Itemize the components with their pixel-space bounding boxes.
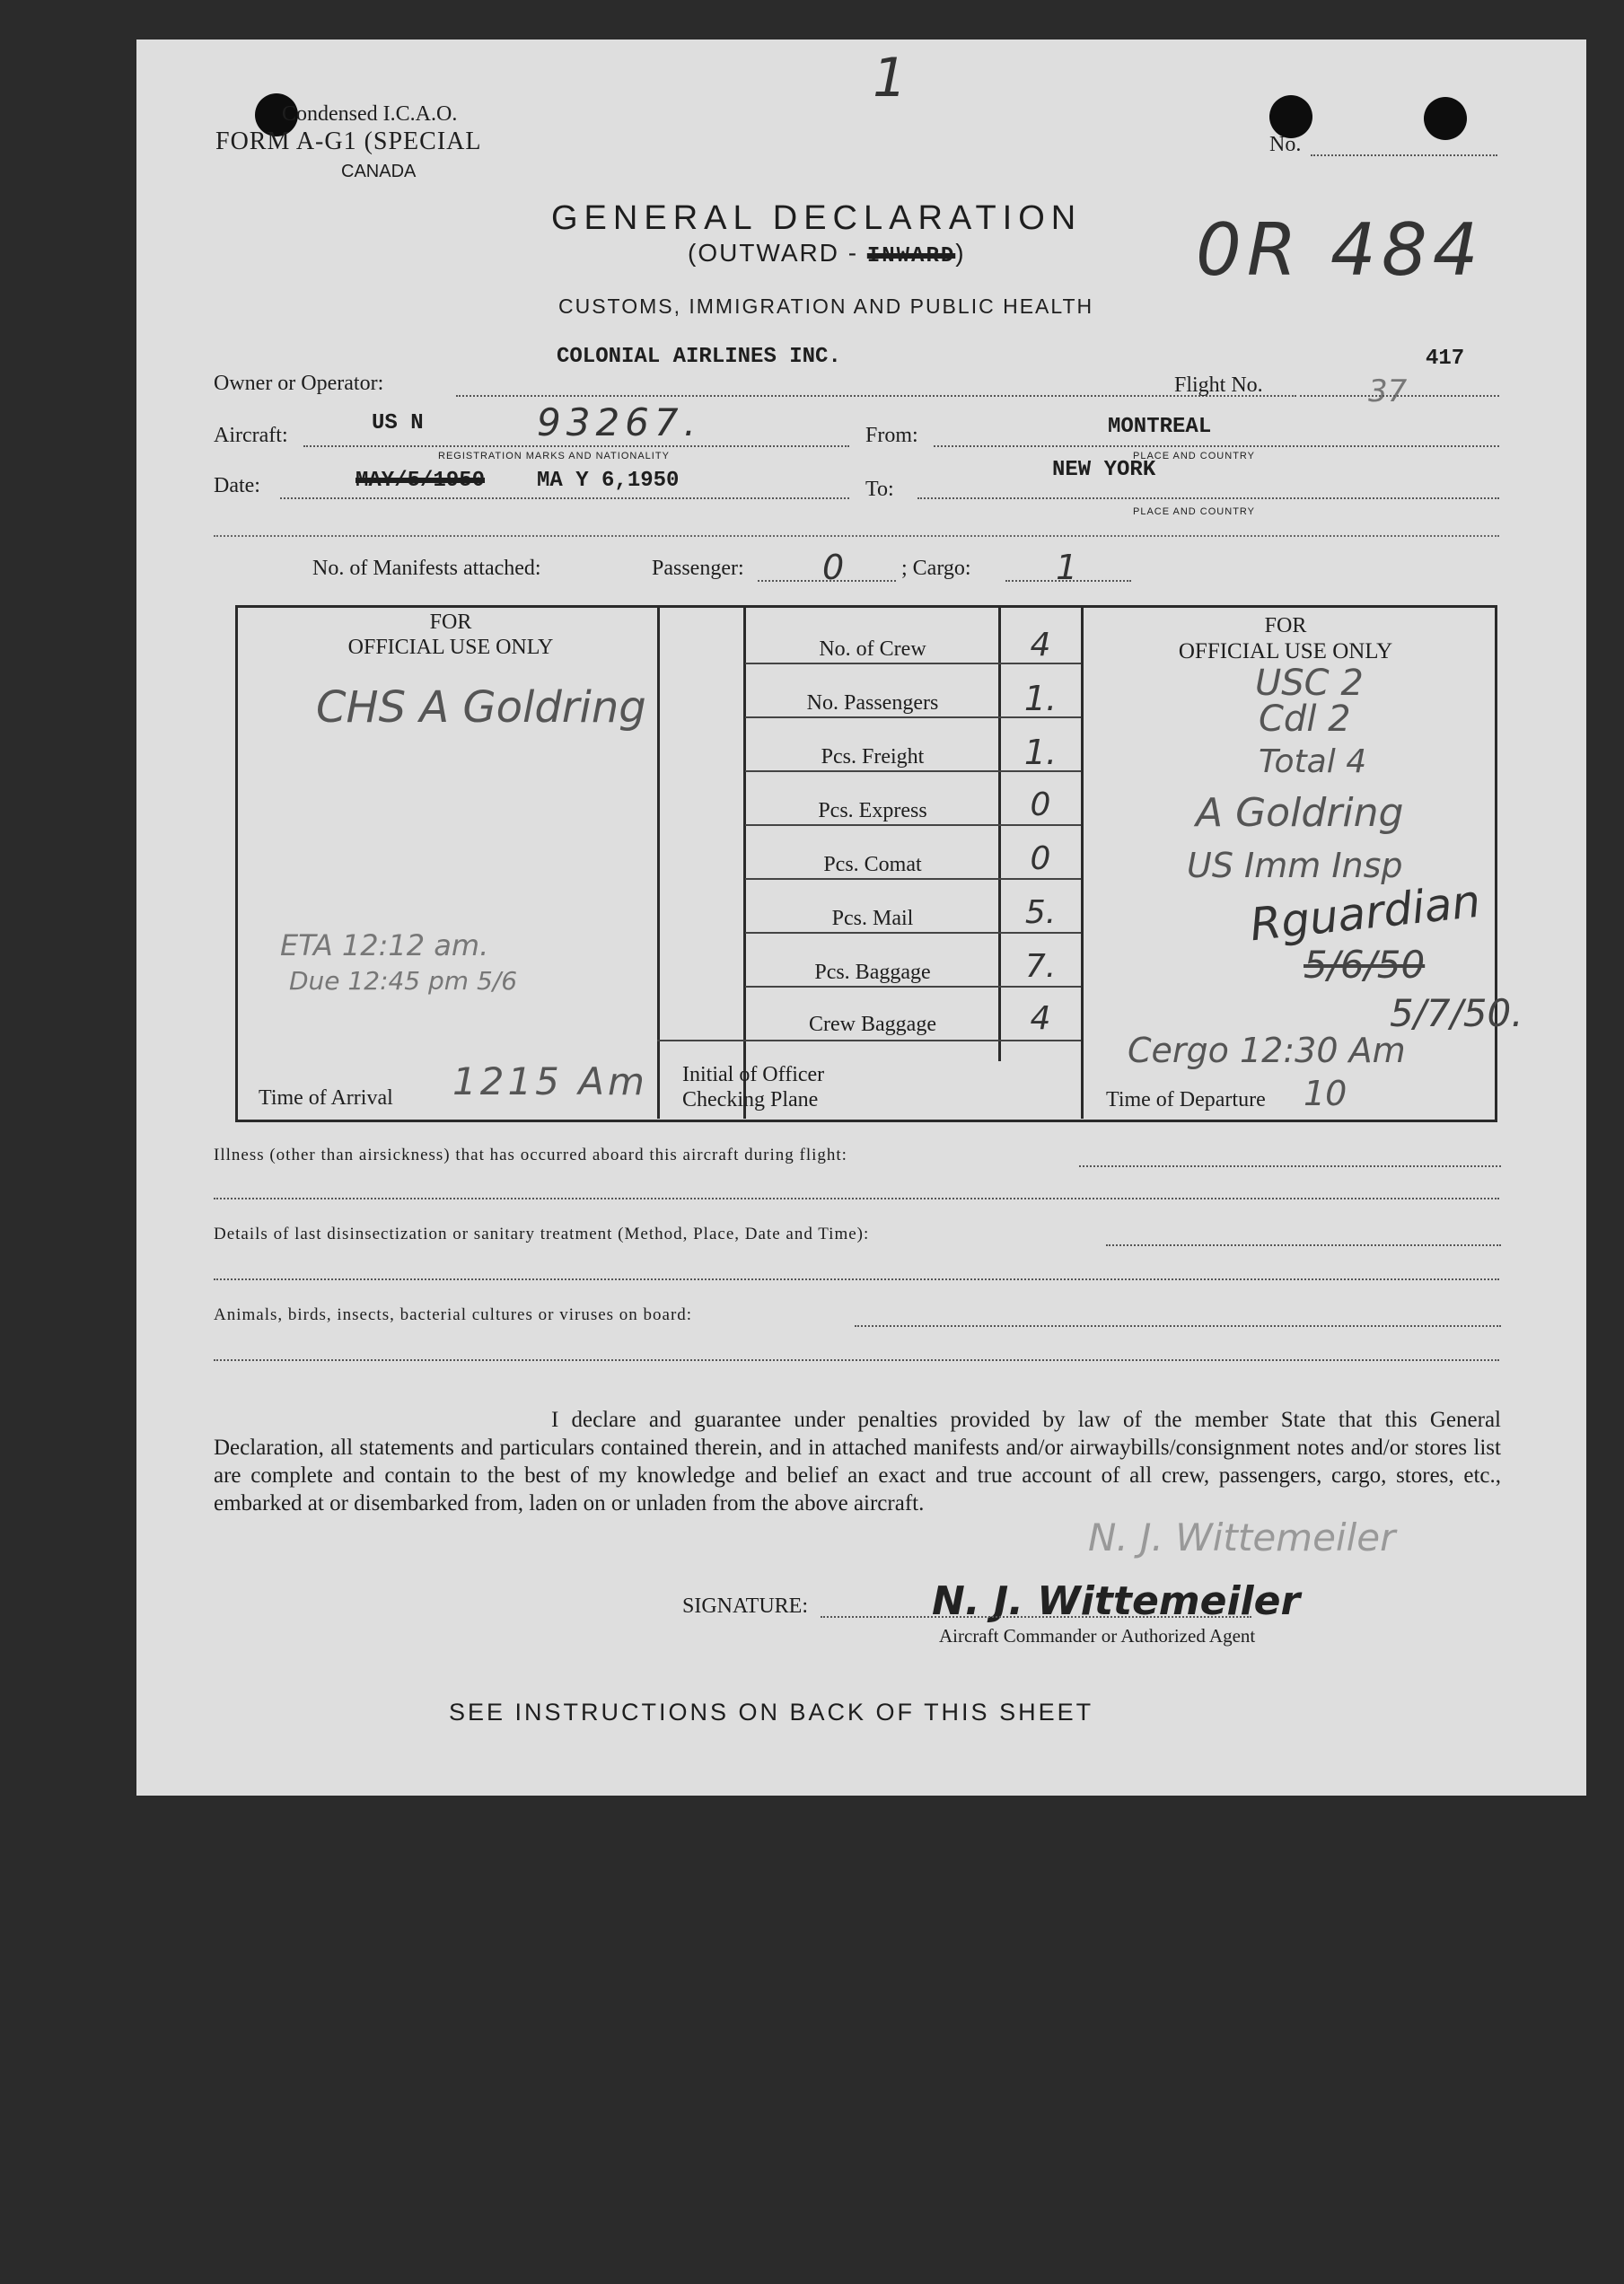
initial-label-2: Checking Plane	[682, 1088, 819, 1111]
punch-hole-right-1	[1269, 95, 1312, 138]
table-rule-7	[745, 986, 1081, 988]
time-of-departure-value: 10	[1304, 1074, 1347, 1113]
faint-signature: N. J. Wittemeiler	[1088, 1515, 1396, 1559]
right-note-us-imm: US Imm Insp	[1187, 846, 1403, 885]
row-value-mail: 5.	[1024, 894, 1057, 931]
table-rule-6	[745, 932, 1081, 934]
aircraft-caption: REGISTRATION MARKS AND NATIONALITY	[438, 451, 670, 461]
illness-label: Illness (other than airsickness) that has occurred aboard this aircraft during flight:	[214, 1146, 847, 1164]
form-header-line3: CANADA	[341, 162, 417, 181]
manifests-cargo-label: ; Cargo:	[901, 557, 971, 580]
from-caption: PLACE AND COUNTRY	[1133, 451, 1255, 461]
form-header-line1: Condensed I.C.A.O.	[282, 102, 458, 126]
flight-handwritten: 37	[1368, 373, 1408, 409]
row-value-baggage: 7.	[1024, 948, 1057, 985]
manifests-cargo-value: 1	[1056, 548, 1078, 587]
row-label-express: Pcs. Express	[818, 799, 927, 822]
subtitle-suffix: )	[955, 239, 966, 267]
illness-line-2	[214, 1198, 1499, 1199]
animals-label: Animals, birds, insects, bacterial cultures or viruses on board:	[214, 1305, 693, 1324]
to-field-line	[917, 497, 1499, 499]
right-header-2: OFFICIAL USE ONLY	[1178, 639, 1393, 663]
declaration-sheet	[136, 40, 1586, 1796]
table-divider-3	[998, 607, 1001, 1061]
time-of-departure-label: Time of Departure	[1106, 1088, 1266, 1111]
footer-instructions: SEE INSTRUCTIONS ON BACK OF THIS SHEET	[449, 1699, 1094, 1726]
right-note-total: Total 4	[1259, 743, 1367, 780]
header-divider	[214, 535, 1499, 537]
aircraft-handwritten: 93267.	[537, 400, 701, 444]
manifests-label: No. of Manifests attached:	[312, 557, 541, 580]
date-struck: MAY/5/1950	[356, 469, 486, 493]
disinsect-label: Details of last disinsectization or sanitary treatment (Method, Place, Date and Time):	[214, 1225, 870, 1243]
table-rule-5	[745, 878, 1081, 880]
table-divider-2	[743, 607, 746, 1119]
table-divider-1	[657, 607, 660, 1119]
disinsect-line-1	[1106, 1244, 1501, 1246]
table-rule-8	[657, 1040, 1081, 1041]
right-note-stamp-signature: Rguardian	[1247, 874, 1483, 952]
from-value: MONTREAL	[1108, 415, 1212, 439]
aircraft-label: Aircraft:	[214, 424, 288, 447]
declaration-text: I declare and guarantee under penalties provided by law of the member State that this General Declaration, all statements and particulars contained therein, and in attached manifests and/or airwaybills/consignment notes and/or stores list are complete and contain to the best of my knowledge and belief an exact and true account of all crew, passengers, cargo, stores, etc., embarked at or disembarked from, laden on or unladen from the above aircraft.	[214, 1408, 1501, 1515]
to-label: To:	[865, 478, 894, 501]
right-note-date-2: 5/7/50.	[1390, 991, 1523, 1035]
right-header-1: FOR	[1264, 614, 1307, 637]
right-note-cergo: Cergo 12:30 Am	[1128, 1031, 1406, 1070]
initial-label-1: Initial of Officer	[682, 1063, 825, 1086]
animals-line-1	[855, 1325, 1501, 1327]
row-label-comat: Pcs. Comat	[823, 853, 922, 876]
time-of-arrival-value: 1215 Am	[452, 1059, 648, 1103]
owner-value: COLONIAL AIRLINES INC.	[557, 345, 841, 369]
manifests-cargo-line	[1005, 580, 1131, 582]
manifests-passenger-label: Passenger:	[652, 557, 744, 580]
row-value-crew-baggage: 4	[1030, 1000, 1051, 1037]
eta-line2: Due 12:45 pm 5/6	[289, 966, 518, 996]
signature-value: N. J. Wittemeiler	[932, 1578, 1301, 1624]
to-value: NEW YORK	[1052, 458, 1156, 482]
aircraft-field-line	[303, 445, 849, 447]
row-value-express: 0	[1030, 786, 1051, 823]
owner-field-line	[456, 395, 1296, 397]
right-note-cdl: Cdl 2	[1259, 698, 1351, 740]
aircraft-typed: US N	[372, 411, 424, 435]
animals-line-2	[214, 1359, 1499, 1361]
no-field-line	[1311, 154, 1497, 156]
disinsect-line-2	[214, 1278, 1499, 1280]
row-label-mail: Pcs. Mail	[831, 907, 914, 930]
to-caption: PLACE AND COUNTRY	[1133, 506, 1255, 517]
left-header-1: FOR	[429, 611, 472, 634]
row-label-freight: Pcs. Freight	[821, 745, 925, 769]
row-value-freight: 1.	[1023, 733, 1058, 772]
form-header-line2: FORM A-G1 (SPECIAL	[215, 127, 482, 155]
left-officer-signature: CHS A Goldring	[316, 682, 646, 733]
customs-line: CUSTOMS, IMMIGRATION AND PUBLIC HEALTH	[558, 294, 1094, 318]
right-note-date-1: 5/6/50	[1304, 943, 1426, 987]
time-of-arrival-label: Time of Arrival	[259, 1086, 393, 1110]
row-value-crew: 4	[1030, 627, 1051, 663]
illness-line-1	[1079, 1165, 1501, 1167]
flight-field-line	[1300, 395, 1499, 397]
row-label-passengers: No. Passengers	[806, 691, 939, 715]
row-label-crew: No. of Crew	[819, 637, 926, 661]
no-label: No.	[1269, 133, 1302, 156]
date-value: MA Y 6,1950	[537, 469, 680, 493]
row-value-comat: 0	[1030, 840, 1051, 877]
signature-caption: Aircraft Commander or Authorized Agent	[939, 1625, 1256, 1647]
punch-hole-right-2	[1424, 97, 1467, 140]
right-note-usc: USC 2	[1255, 663, 1364, 704]
flight-label: Flight No.	[1174, 373, 1263, 397]
date-field-line	[280, 497, 849, 499]
subtitle-prefix: (OUTWARD -	[688, 239, 859, 267]
row-value-passengers: 1.	[1023, 679, 1058, 718]
top-page-mark: 1	[873, 47, 908, 110]
date-label: Date:	[214, 474, 260, 497]
from-label: From:	[865, 424, 918, 447]
handwritten-ref-number: 0R 484	[1196, 208, 1484, 292]
table-divider-4	[1081, 607, 1084, 1119]
right-note-officer: A Goldring	[1196, 790, 1404, 836]
subtitle	[688, 239, 966, 268]
manifests-passenger-line	[758, 580, 896, 582]
from-field-line	[934, 445, 1499, 447]
row-label-baggage: Pcs. Baggage	[814, 961, 931, 984]
manifests-passenger-value: 0	[822, 548, 845, 587]
page-title: GENERAL DECLARATION	[551, 199, 1083, 237]
subtitle-struck: INWARD	[866, 244, 956, 268]
row-label-crew-baggage: Crew Baggage	[809, 1013, 936, 1036]
left-header-2: OFFICIAL USE ONLY	[347, 636, 554, 659]
signature-label: SIGNATURE:	[682, 1594, 809, 1618]
table-rule-4	[745, 824, 1081, 826]
eta-line1: ETA 12:12 am.	[280, 928, 489, 962]
owner-label: Owner or Operator:	[214, 372, 384, 395]
signature-line	[821, 1616, 1251, 1618]
flight-typed: 417	[1426, 347, 1465, 371]
